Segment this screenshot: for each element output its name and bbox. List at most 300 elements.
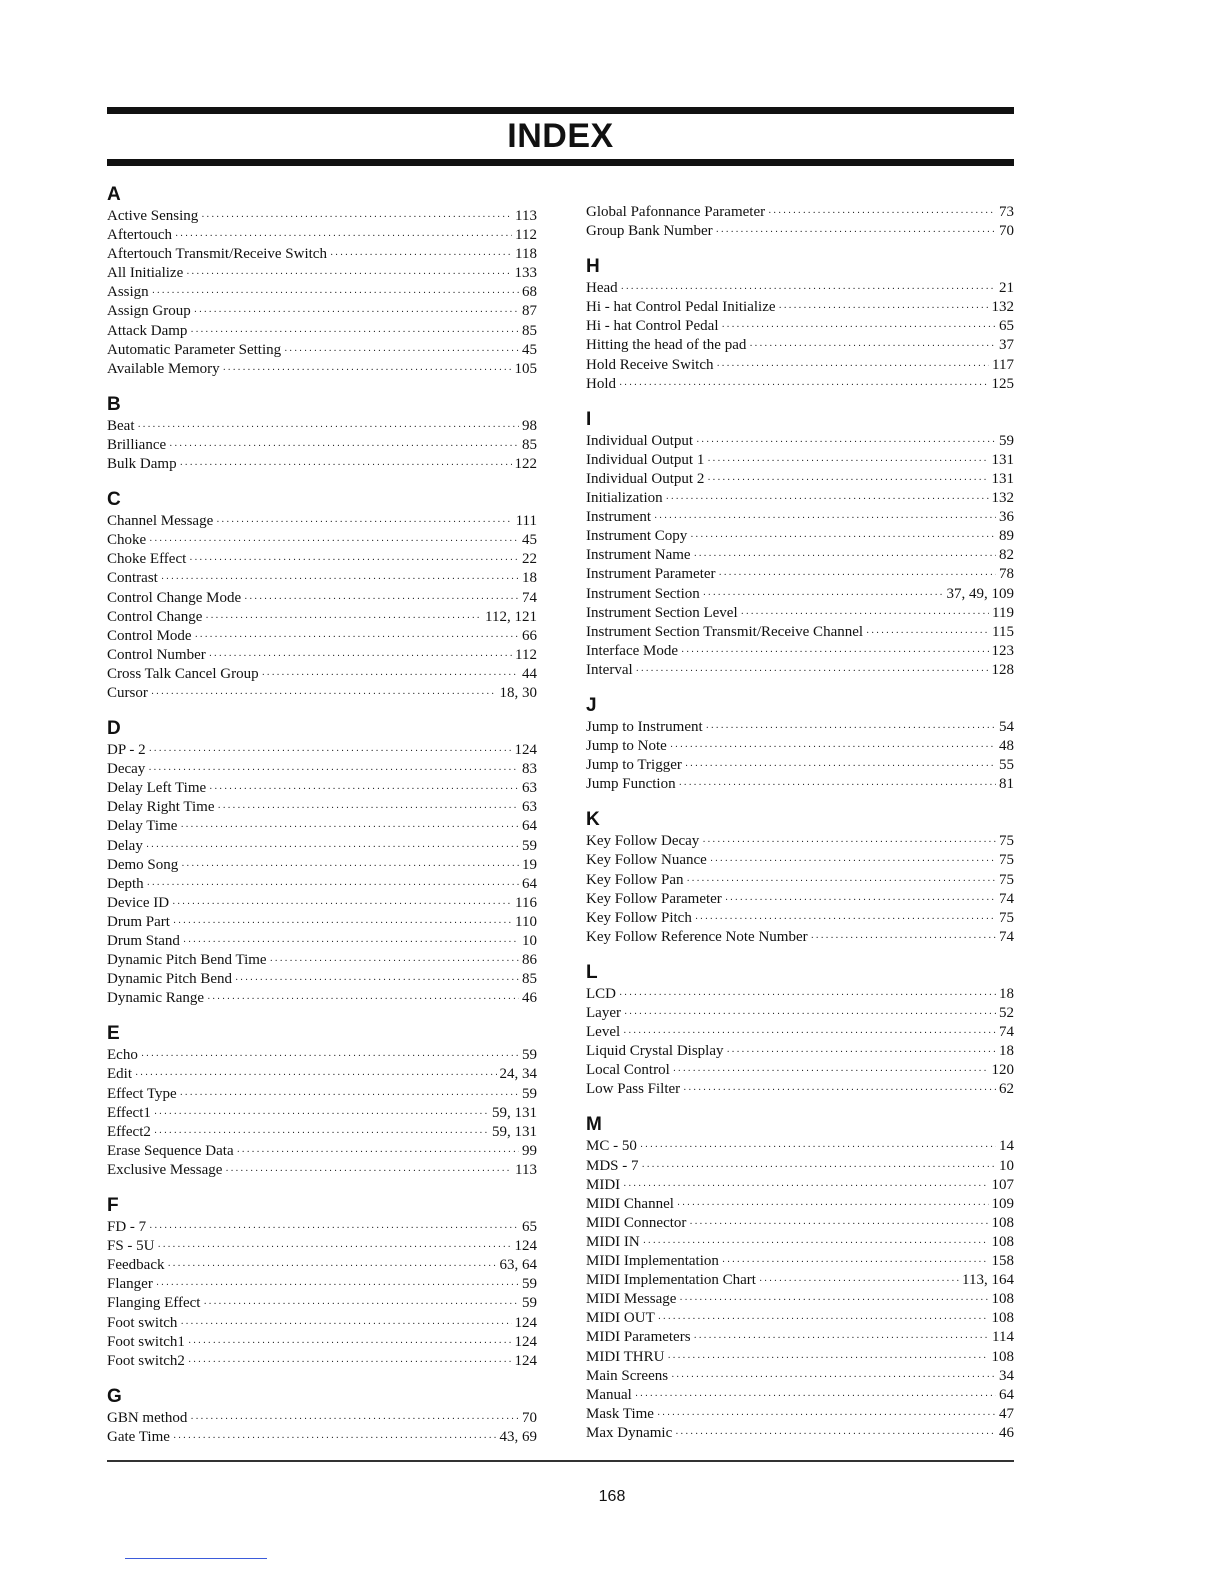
index-entry: [107, 1142, 537, 1161]
entry-page-numbers: 18: [999, 985, 1014, 1002]
dot-leader: [223, 361, 512, 380]
entry-page-numbers: 112, 121: [485, 608, 537, 625]
entry-term: Key Follow Reference Note Number: [586, 928, 808, 945]
entry-page-numbers: 63: [522, 780, 537, 797]
dot-leader: [673, 1062, 989, 1081]
index-entry: [107, 550, 537, 569]
dot-leader: [642, 1158, 996, 1177]
dot-leader: [156, 1276, 519, 1295]
index-entry: [107, 341, 537, 360]
dot-leader: [694, 1329, 990, 1348]
entry-term: Delay Right Time: [107, 799, 215, 816]
section-letter: L: [586, 961, 598, 983]
index-entry: [107, 608, 537, 627]
index-entry: [586, 1252, 1014, 1271]
dot-leader: [690, 528, 996, 547]
entry-term: Low Pass Filter: [586, 1081, 681, 1098]
index-column-right: [586, 183, 1014, 1443]
entry-term: MIDI Channel: [586, 1195, 674, 1212]
dot-leader: [619, 376, 989, 395]
index-entry: [107, 665, 537, 684]
entry-page-numbers: 37, 49, 109: [946, 585, 1014, 602]
index-entry: [586, 222, 1014, 241]
entry-page-numbers: 59, 131: [492, 1123, 537, 1140]
entry-page-numbers: 158: [991, 1253, 1014, 1270]
dot-leader: [866, 624, 989, 643]
entry-term: Main Screens: [586, 1367, 669, 1384]
index-section: [107, 717, 537, 1008]
dot-leader: [167, 1257, 496, 1276]
entry-page-numbers: 82: [999, 547, 1014, 564]
index-entry: [107, 245, 537, 264]
index-entry: [586, 336, 1014, 355]
entry-page-numbers: 59: [999, 432, 1014, 449]
index-section: [586, 808, 1014, 947]
entry-page-numbers: 124: [514, 1333, 537, 1350]
dot-leader: [262, 666, 519, 685]
dot-leader: [209, 780, 519, 799]
entry-page-numbers: 120: [991, 1062, 1014, 1079]
index-section: [107, 183, 537, 379]
index-entry: [107, 1085, 537, 1104]
index-entry: [586, 1061, 1014, 1080]
entry-term: Demo Song: [107, 856, 179, 873]
entry-page-numbers: 89: [999, 528, 1014, 545]
entry-page-numbers: 85: [522, 971, 537, 988]
index-entry: [107, 779, 537, 798]
entry-page-numbers: 85: [522, 436, 537, 453]
section-letter: E: [107, 1023, 120, 1045]
page-title: INDEX: [507, 117, 614, 155]
dot-leader: [707, 471, 988, 490]
index-entry: [586, 1004, 1014, 1023]
dot-leader: [696, 433, 996, 452]
dot-leader: [189, 551, 519, 570]
entry-page-numbers: 85: [522, 322, 537, 339]
dot-leader: [768, 204, 996, 223]
entry-term: Channel Message: [107, 513, 214, 530]
index-entry: [107, 360, 537, 379]
entry-page-numbers: 109: [991, 1195, 1014, 1212]
index-entry: [107, 1409, 537, 1428]
entry-term: Individual Output 2: [586, 470, 705, 487]
dot-leader: [154, 1124, 489, 1143]
index-entry: [586, 451, 1014, 470]
dot-leader: [721, 318, 996, 337]
dot-leader: [201, 208, 512, 227]
entry-page-numbers: 114: [992, 1329, 1014, 1346]
entry-term: Instrument Copy: [586, 528, 688, 545]
index-entry: [586, 604, 1014, 623]
entry-page-numbers: 64: [522, 875, 537, 892]
entry-page-numbers: 43, 69: [499, 1428, 537, 1445]
entry-page-numbers: 36: [999, 509, 1014, 526]
dot-leader: [216, 513, 512, 532]
entry-term: Delay: [107, 837, 143, 854]
dot-leader: [779, 299, 989, 318]
entry-page-numbers: 124: [514, 1314, 537, 1331]
section-letter: C: [107, 489, 121, 511]
entry-page-numbers: 63, 64: [499, 1257, 537, 1274]
dot-leader: [180, 818, 519, 837]
entry-page-numbers: 122: [514, 456, 537, 473]
entry-page-numbers: 59: [522, 1276, 537, 1293]
dot-leader: [687, 872, 997, 891]
dot-leader: [183, 933, 519, 952]
entry-term: Cross Talk Cancel Group: [107, 665, 259, 682]
entry-page-numbers: 18: [999, 1043, 1014, 1060]
entry-term: Hold: [586, 375, 616, 392]
entry-term: Manual: [586, 1386, 632, 1403]
index-entry: [107, 798, 537, 817]
entry-page-numbers: 111: [515, 513, 537, 530]
entry-term: Choke: [107, 532, 147, 549]
index-entry: [586, 375, 1014, 394]
entry-term: Key Follow Pitch: [586, 909, 692, 926]
index-entry: [107, 1352, 537, 1371]
index-entry: [107, 951, 537, 970]
section-letter: A: [107, 184, 121, 205]
entry-page-numbers: 75: [999, 833, 1014, 850]
index-entry: [586, 356, 1014, 375]
entry-page-numbers: 68: [522, 284, 537, 301]
entry-term: Control Change: [107, 608, 203, 625]
entry-term: Level: [586, 1024, 621, 1041]
entry-page-numbers: 59: [522, 837, 537, 854]
entry-page-numbers: 47: [999, 1405, 1014, 1422]
entry-term: LCD: [586, 985, 616, 1002]
entry-term: Bulk Damp: [107, 456, 177, 473]
entry-page-numbers: 65: [522, 1219, 537, 1236]
dot-leader: [180, 456, 512, 475]
index-section: [586, 961, 1014, 1100]
index-entry: [586, 1042, 1014, 1061]
entry-page-numbers: 124: [514, 1238, 537, 1255]
index-entry: [107, 627, 537, 646]
entry-page-numbers: 21: [999, 280, 1014, 297]
entry-page-numbers: 124: [514, 1352, 537, 1369]
index-entry: [586, 890, 1014, 909]
entry-page-numbers: 86: [522, 952, 537, 969]
entry-term: Control Mode: [107, 627, 192, 644]
entry-page-numbers: 10: [999, 1157, 1014, 1174]
index-entry: [107, 226, 537, 245]
entry-page-numbers: 81: [999, 776, 1014, 793]
dot-leader: [623, 1177, 988, 1196]
entry-term: Key Follow Pan: [586, 871, 684, 888]
entry-term: Effect2: [107, 1123, 151, 1140]
entry-term: Interval: [586, 661, 633, 678]
index-entry: [586, 565, 1014, 584]
index-entry: [107, 741, 537, 760]
index-entry: [107, 817, 537, 836]
entry-page-numbers: 123: [991, 642, 1014, 659]
dot-leader: [706, 719, 996, 738]
entry-page-numbers: 37: [999, 337, 1014, 354]
entry-term: MIDI: [586, 1176, 621, 1193]
entry-page-numbers: 18, 30: [499, 684, 537, 701]
entry-page-numbers: 46: [999, 1424, 1014, 1441]
dot-leader: [330, 246, 512, 265]
dot-leader: [173, 914, 512, 933]
dot-leader: [218, 799, 519, 818]
entry-page-numbers: 34: [999, 1367, 1014, 1384]
index-entry: [586, 1367, 1014, 1386]
dot-leader: [707, 452, 988, 471]
entry-term: Foot switch2: [107, 1352, 185, 1369]
entry-term: Aftertouch Transmit/Receive Switch: [107, 246, 327, 263]
index-entry: [107, 589, 537, 608]
index-entry: [586, 1386, 1014, 1405]
entry-term: Delay Left Time: [107, 780, 207, 797]
index-entry: [586, 642, 1014, 661]
index-entry: [586, 1424, 1014, 1443]
index-entry: [586, 1405, 1014, 1424]
dot-leader: [154, 1105, 489, 1124]
entry-term: Jump Function: [586, 776, 676, 793]
section-letter: I: [586, 408, 592, 430]
dot-leader: [190, 323, 519, 342]
entry-term: Hi - hat Control Pedal: [586, 318, 719, 335]
entry-page-numbers: 70: [999, 223, 1014, 240]
dot-leader: [716, 223, 996, 242]
index-entry: [107, 283, 537, 302]
index-column-left: [107, 183, 537, 1447]
index-entry: [586, 1157, 1014, 1176]
entry-term: MIDI Implementation: [586, 1253, 719, 1270]
index-entry: [107, 302, 537, 321]
entry-term: Instrument Name: [586, 547, 691, 564]
dot-leader: [670, 738, 996, 757]
index-entry: [107, 913, 537, 932]
dot-leader: [619, 986, 996, 1005]
dot-leader: [147, 876, 519, 895]
index-section: [586, 694, 1014, 794]
index-entry: [586, 1348, 1014, 1367]
page-number: 168: [598, 1488, 626, 1505]
index-entry: [107, 989, 537, 1008]
dot-leader: [675, 1425, 996, 1444]
dot-leader: [640, 1138, 996, 1157]
dot-leader: [148, 761, 519, 780]
entry-page-numbers: 117: [992, 356, 1014, 373]
dot-leader: [719, 566, 996, 585]
index-entry: [586, 1023, 1014, 1042]
entry-page-numbers: 64: [522, 818, 537, 835]
entry-term: Individual Output: [586, 432, 694, 449]
entry-term: Erase Sequence Data: [107, 1142, 234, 1159]
entry-page-numbers: 98: [522, 417, 537, 434]
index-section: [107, 1194, 537, 1371]
entry-page-numbers: 46: [522, 990, 537, 1007]
dot-leader: [225, 1162, 512, 1181]
dot-leader: [666, 490, 989, 509]
index-entry: [586, 1309, 1014, 1328]
entry-page-numbers: 99: [522, 1142, 537, 1159]
entry-page-numbers: 70: [522, 1409, 537, 1426]
entry-term: Instrument Parameter: [586, 566, 716, 583]
entry-term: Echo: [107, 1047, 138, 1064]
dot-leader: [169, 437, 519, 456]
entry-term: Jump to Note: [586, 738, 667, 755]
index-entry: [107, 837, 537, 856]
dot-leader: [727, 1043, 997, 1062]
dot-leader: [679, 1291, 988, 1310]
dot-leader: [186, 265, 511, 284]
dot-leader: [679, 776, 996, 795]
dot-leader: [205, 609, 482, 628]
entry-term: Foot switch1: [107, 1333, 185, 1350]
entry-term: MIDI Parameters: [586, 1329, 691, 1346]
index-section: [586, 255, 1014, 394]
index-section: [586, 408, 1014, 680]
entry-page-numbers: 59, 131: [492, 1104, 537, 1121]
entry-page-numbers: 64: [999, 1386, 1014, 1403]
entry-page-numbers: 112: [515, 646, 537, 663]
section-letter: F: [107, 1195, 119, 1217]
entry-term: Aftertouch: [107, 227, 172, 244]
entry-term: Dynamic Range: [107, 990, 205, 1007]
index-entry: [586, 317, 1014, 336]
entry-page-numbers: 55: [999, 757, 1014, 774]
entry-page-numbers: 65: [999, 318, 1014, 335]
entry-term: Attack Damp: [107, 322, 188, 339]
dot-leader: [141, 1047, 519, 1066]
dot-leader: [146, 838, 519, 857]
dot-leader: [621, 280, 996, 299]
entry-term: Dynamic Pitch Bend Time: [107, 952, 267, 969]
entry-page-numbers: 75: [999, 871, 1014, 888]
index-entry: [107, 264, 537, 283]
dot-leader: [703, 586, 944, 605]
index-entry: [107, 684, 537, 703]
index-entry: [586, 1195, 1014, 1214]
entry-page-numbers: 45: [522, 532, 537, 549]
dot-leader: [635, 1387, 996, 1406]
entry-term: GBN method: [107, 1409, 188, 1426]
entry-page-numbers: 132: [991, 299, 1014, 316]
dot-leader: [685, 757, 996, 776]
index-entry: [107, 417, 537, 436]
entry-page-numbers: 108: [991, 1348, 1014, 1365]
entry-page-numbers: 66: [522, 627, 537, 644]
entry-page-numbers: 62: [999, 1081, 1014, 1098]
index-entry: [586, 1137, 1014, 1156]
index-entry: [586, 203, 1014, 222]
dot-leader: [683, 1081, 996, 1100]
entry-term: Feedback: [107, 1257, 165, 1274]
entry-page-numbers: 44: [522, 665, 537, 682]
dot-leader: [759, 1272, 959, 1291]
entry-page-numbers: 18: [522, 570, 537, 587]
section-letter: G: [107, 1385, 122, 1407]
index-entry: [107, 1161, 537, 1180]
dot-leader: [172, 895, 512, 914]
entry-page-numbers: 133: [514, 265, 537, 282]
entry-page-numbers: 59: [522, 1295, 537, 1312]
index-entry: [107, 531, 537, 550]
entry-page-numbers: 108: [991, 1310, 1014, 1327]
entry-page-numbers: 87: [522, 303, 537, 320]
index-entry: [107, 512, 537, 531]
entry-term: Effect Type: [107, 1085, 177, 1102]
dot-leader: [149, 1219, 519, 1238]
entry-page-numbers: 131: [991, 470, 1014, 487]
index-entry: [586, 585, 1014, 604]
index-section: [107, 1385, 537, 1447]
index-entry: [107, 1275, 537, 1294]
entry-page-numbers: 59: [522, 1047, 537, 1064]
index-entry: [107, 760, 537, 779]
footer-link-line: [125, 1558, 267, 1559]
entry-term: Flanging Effect: [107, 1295, 201, 1312]
index-entry: [107, 646, 537, 665]
index-entry: [107, 1333, 537, 1352]
entry-page-numbers: 115: [992, 623, 1014, 640]
bottom-rule: [107, 1460, 1014, 1462]
dot-leader: [749, 337, 996, 356]
index-entry: [107, 894, 537, 913]
index-entry: [586, 1290, 1014, 1309]
entry-page-numbers: 110: [515, 913, 537, 930]
index-entry: [586, 298, 1014, 317]
entry-page-numbers: 52: [999, 1005, 1014, 1021]
index-section: [107, 1022, 537, 1180]
dot-leader: [207, 990, 519, 1009]
index-entry: [586, 489, 1014, 508]
dot-leader: [149, 532, 519, 551]
entry-page-numbers: 63: [522, 799, 537, 816]
index-entry: [107, 875, 537, 894]
index-entry: [107, 436, 537, 455]
index-entry: [586, 832, 1014, 851]
dot-leader: [681, 643, 988, 662]
dot-leader: [149, 742, 512, 761]
entry-page-numbers: 125: [991, 375, 1014, 392]
index-entry: [107, 1314, 537, 1333]
entry-page-numbers: 107: [991, 1176, 1014, 1193]
dot-leader: [811, 929, 996, 948]
dot-leader: [151, 685, 497, 704]
entry-term: MIDI Connector: [586, 1214, 687, 1231]
entry-page-numbers: 54: [999, 718, 1014, 735]
dot-leader: [716, 357, 989, 376]
entry-page-numbers: 118: [515, 246, 537, 263]
top-rule: [107, 107, 1014, 114]
entry-page-numbers: 116: [515, 894, 537, 911]
dot-leader: [180, 1315, 511, 1334]
dot-leader: [194, 303, 519, 322]
dot-leader: [667, 1349, 988, 1368]
index-entry: [107, 856, 537, 875]
index-entry: [586, 432, 1014, 451]
entry-page-numbers: 74: [999, 928, 1014, 945]
dot-leader: [636, 662, 989, 681]
dot-leader: [195, 628, 519, 647]
index-entry: [107, 322, 537, 341]
index-entry: [586, 470, 1014, 489]
entry-page-numbers: 105: [514, 360, 537, 377]
entry-term: MIDI OUT: [586, 1310, 655, 1327]
entry-term: MIDI IN: [586, 1233, 640, 1250]
entry-term: Individual Output 1: [586, 451, 705, 468]
entry-term: MDS - 7: [586, 1157, 639, 1174]
entry-term: Decay: [107, 761, 146, 778]
index-entry: [586, 661, 1014, 680]
entry-term: Exclusive Message: [107, 1161, 223, 1178]
entry-page-numbers: 48: [999, 738, 1014, 755]
entry-term: Foot switch: [107, 1314, 178, 1331]
